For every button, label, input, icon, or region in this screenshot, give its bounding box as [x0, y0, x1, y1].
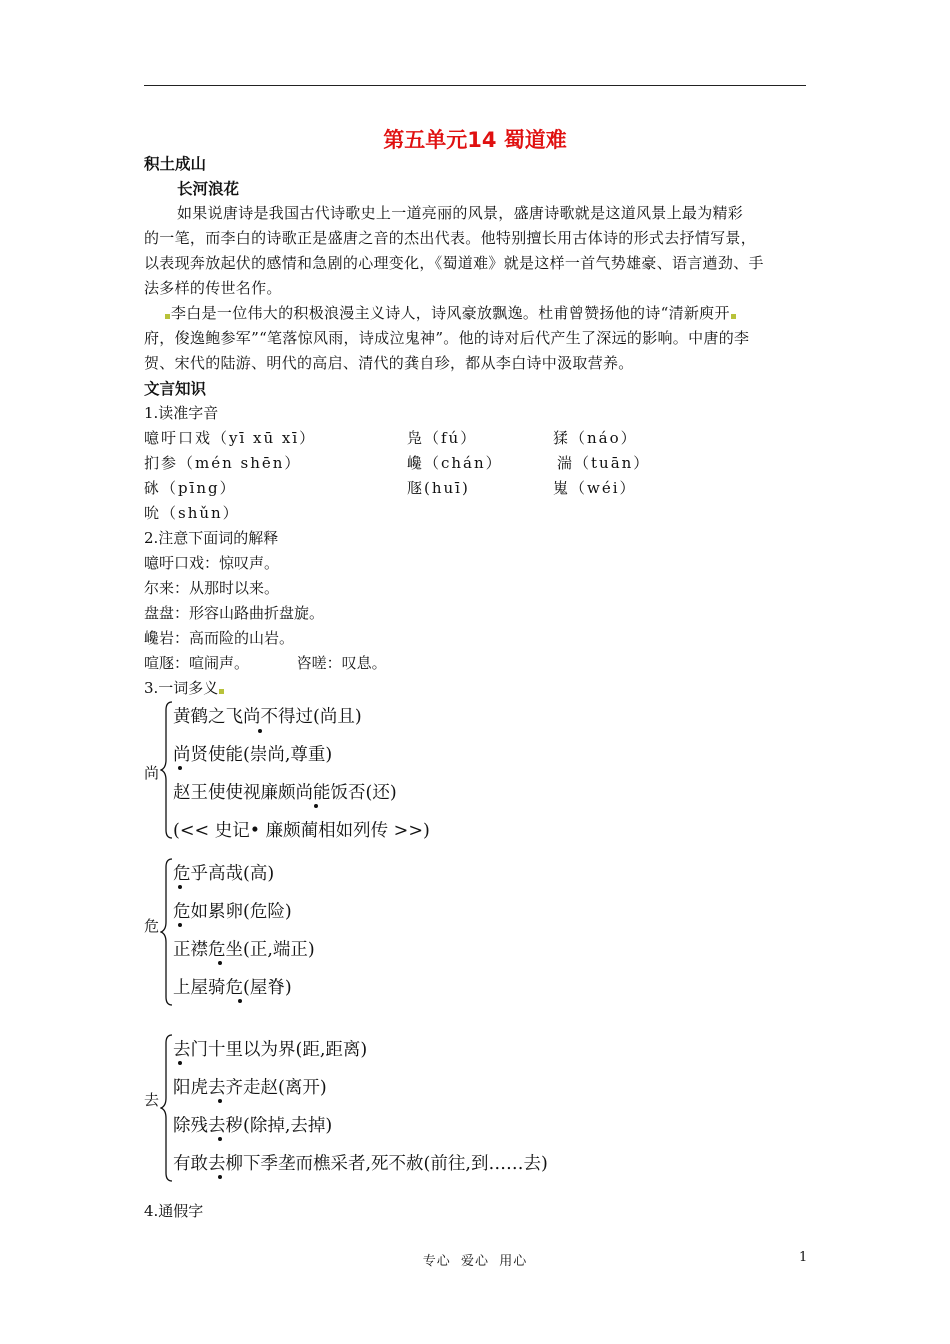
poly-line: 正襟危坐(正,端正) — [173, 940, 315, 960]
section-heading: 文言知识 — [144, 380, 207, 398]
poly-line: 阳虎去齐走赵(离开) — [173, 1078, 327, 1098]
emphasis-dot — [218, 961, 222, 965]
paragraph-line: 府，俊逸鲍参军”“笔落惊风雨，诗成泣鬼神”。他的诗对后代产生了深远的影响。中唐的李 — [144, 329, 750, 347]
brace-icon — [160, 857, 174, 1007]
emphasis-dot — [178, 1061, 182, 1065]
emphasis-dot — [218, 1175, 222, 1179]
pinyin-entry: 吮（shǔn） — [144, 504, 240, 522]
poly-line: 赵王使使视廉颇尚能饭否(还) — [173, 783, 397, 803]
subsection-heading: 长河浪花 — [177, 180, 240, 198]
paragraph-line: 如果说唐诗是我国古代诗歌史上一道亮丽的风景，盛唐诗歌就是这道风景上最为精彩 — [177, 204, 744, 222]
pinyin-entry: 巉（chán） — [407, 454, 503, 472]
poly-line: 除残去秽(除掉,去掉) — [173, 1116, 333, 1136]
definition-line: 喧豗：喧闹声。 咨嗟：叹息。 — [144, 654, 387, 672]
pinyin-entry: 噫吁口戏（yī xū xī） — [144, 429, 317, 447]
poly-char: 危 — [144, 917, 160, 935]
page-number: 1 — [799, 1250, 808, 1265]
emphasis-dot — [218, 1137, 222, 1141]
pinyin-entry: 嵬（wéi） — [553, 479, 637, 497]
paragraph-line: 李白是一位伟大的积极浪漫主义诗人，诗风豪放飘逸。杜甫曾赞扬他的诗“清新庾开 — [164, 302, 737, 323]
paragraph-line: 法多样的传世名作。 — [144, 279, 282, 297]
poly-char: 尚 — [144, 764, 160, 782]
header-rule — [144, 85, 806, 86]
pinyin-entry: 豗(huī) — [407, 479, 470, 497]
definition-line: 巉岩：高而险的山岩。 — [144, 629, 295, 647]
poly-char: 去 — [144, 1091, 160, 1109]
pinyin-entry: 扪参（mén shēn） — [144, 454, 302, 472]
marker-icon — [165, 314, 170, 319]
pinyin-entry: 湍（tuān） — [557, 454, 651, 472]
item-heading: 3.一词多义 — [144, 677, 225, 698]
marker-icon — [219, 689, 224, 694]
emphasis-dot — [258, 729, 262, 733]
paragraph-line: 的一笔，而李白的诗歌正是盛唐之音的杰出代表。他特别擅长用古体诗的形式去抒情写景， — [144, 229, 757, 247]
definition-line: 尔来：从那时以来。 — [144, 579, 280, 597]
item-heading: 4.通假字 — [144, 1202, 204, 1220]
pinyin-entry: 砯（pīng） — [144, 479, 237, 497]
page-title: 第五单元14 蜀道难 — [383, 128, 567, 152]
emphasis-dot — [178, 766, 182, 770]
emphasis-dot — [178, 885, 182, 889]
emphasis-dot — [178, 923, 182, 927]
poly-line: 有敢去柳下季垄而樵采者,死不赦(前往,到……去) — [173, 1154, 548, 1174]
emphasis-dot — [314, 804, 318, 808]
section-heading: 积土成山 — [144, 155, 207, 173]
pinyin-entry: 凫（fú） — [407, 429, 478, 447]
poly-line: 尚贤使能(崇尚,尊重) — [173, 745, 333, 765]
brace-icon — [160, 1033, 174, 1183]
poly-line: 黄鹤之飞尚不得过(尚且) — [173, 707, 362, 727]
emphasis-dot — [238, 999, 242, 1003]
poly-line: (<< 史记• 廉颇蔺相如列传 >>) — [173, 821, 430, 841]
item-heading: 2.注意下面词的解释 — [144, 529, 279, 547]
brace-icon — [160, 700, 174, 840]
definition-line: 盘盘：形容山路曲折盘旋。 — [144, 604, 325, 622]
paragraph-line: 贺、宋代的陆游、明代的高启、清代的龚自珍，都从李白诗中汲取营养。 — [144, 354, 634, 372]
page-footer: 专心 爱心 用心 — [422, 1254, 528, 1269]
poly-line: 上屋骑危(屋脊) — [173, 978, 292, 998]
poly-line: 危如累卵(危险) — [173, 902, 292, 922]
paragraph-line: 以表现奔放起伏的感情和急剧的心理变化，《蜀道难》就是这样一首气势雄豪、语言遒劲、手 — [144, 254, 764, 272]
pinyin-entry: 猱（náo） — [553, 429, 638, 447]
poly-line: 去门十里以为界(距,距离) — [173, 1040, 368, 1060]
definition-line: 噫吁口戏：惊叹声。 — [144, 554, 280, 572]
poly-line: 危乎高哉(高) — [173, 864, 275, 884]
marker-icon — [731, 314, 736, 319]
emphasis-dot — [218, 1099, 222, 1103]
item-heading: 1.读准字音 — [144, 404, 219, 422]
